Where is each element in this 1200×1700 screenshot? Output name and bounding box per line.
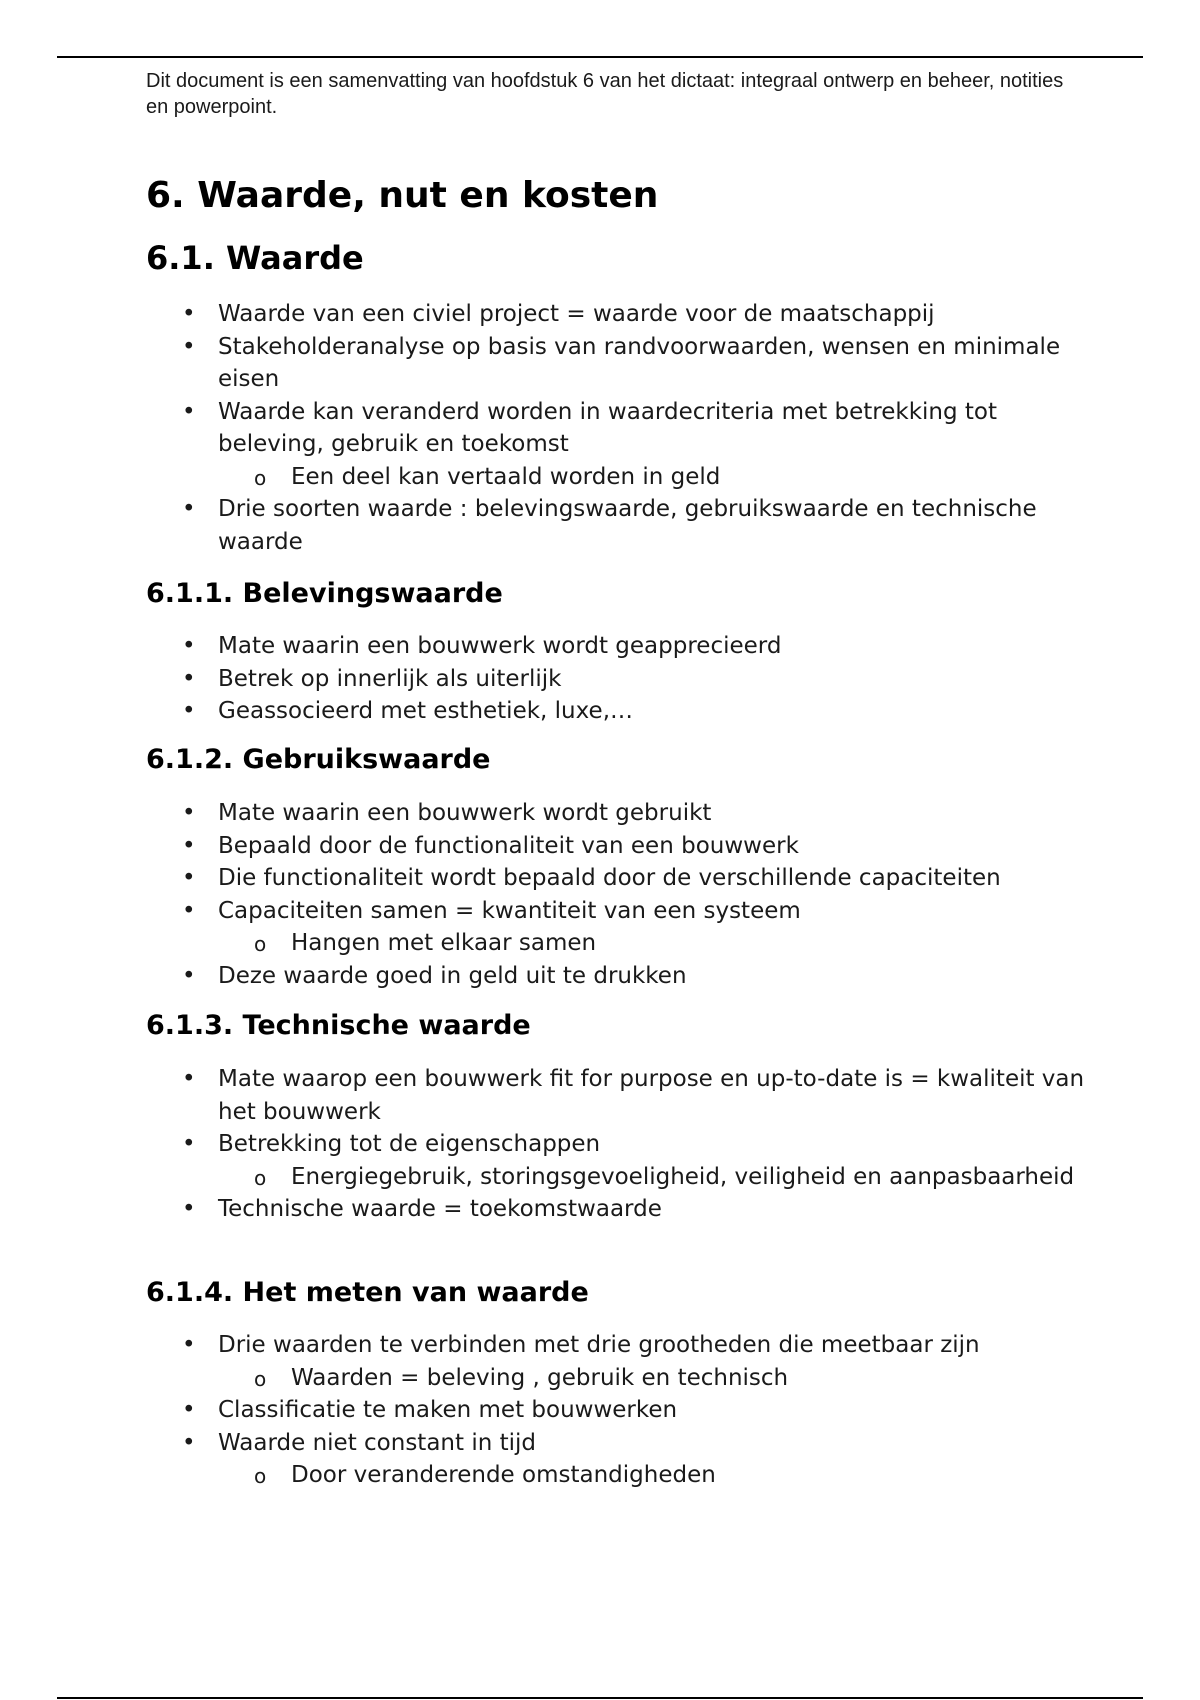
sub-list-item: o Waarden = beleving , gebruik en technisch	[146, 1362, 1086, 1395]
section-title-6-1-3: 6.1.3. Technische waarde	[146, 1010, 531, 1041]
bullet-icon: •	[182, 897, 196, 924]
bullet-icon: •	[182, 301, 196, 327]
bullet-icon: •	[182, 698, 196, 724]
list-item: • Mate waarin een bouwwerk wordt gebruikt	[146, 797, 1086, 830]
chapter-title: 6. Waarde, nut en kosten	[146, 175, 659, 216]
list-item: • Betrekking tot de eigenschappen	[146, 1128, 1086, 1161]
bullet-icon: •	[182, 800, 196, 826]
list-item: • Betrek op innerlijk als uiterlijk	[146, 663, 1086, 696]
bullet-icon: •	[182, 1196, 196, 1222]
bottom-rule	[57, 1697, 1143, 1699]
list-item: • Classificatie te maken met bouwwerken	[146, 1394, 1086, 1427]
list-item: • Waarde van een civiel project = waarde voor de maatschappij	[146, 298, 1086, 331]
sub-list-item: o Hangen met elkaar samen	[146, 927, 1086, 960]
section-title-6-1-1: 6.1.1. Belevingswaarde	[146, 578, 503, 609]
document-body	[146, 68, 1086, 1488]
sub-bullet-icon: o	[254, 1165, 267, 1190]
section-list-6-1-4	[146, 1329, 1086, 1492]
list-item: • Mate waarin een bouwwerk wordt geapprecieerd	[146, 630, 1086, 663]
list-item: • Geassocieerd met esthetiek, luxe,…	[146, 695, 1086, 728]
list-item: • Waarde niet constant in tijd	[146, 1427, 1086, 1460]
list-item: • Drie waarden te verbinden met drie grootheden die meetbaar zijn	[146, 1329, 1086, 1362]
list-item: • Die functionaliteit wordt bepaald door de verschillende capaciteiten	[146, 862, 1086, 895]
bullet-icon: •	[182, 1332, 196, 1358]
sub-bullet-icon: o	[254, 1366, 267, 1391]
list-item: • Capaciteiten samen = kwantiteit van een systeem	[146, 895, 1086, 928]
bullet-icon: •	[182, 333, 196, 360]
bullet-icon: •	[182, 1429, 196, 1456]
sub-bullet-icon: o	[254, 1464, 267, 1488]
section-title-6-1: 6.1. Waarde	[146, 239, 364, 277]
list-item: • Mate waarop een bouwwerk fit for purpose en up-to-date is = kwaliteit van het bouwwerk	[146, 1063, 1086, 1128]
list-item: • Waarde kan veranderd worden in waardecriteria met betrekking tot beleving, gebruik en toekomst	[146, 396, 1086, 461]
bullet-icon: •	[182, 398, 196, 425]
intro-text: Dit document is een samenvatting van hoofdstuk 6 van het dictaat: integraal ontwerp en beheer, notities en powerpoint.	[146, 70, 1064, 118]
bullet-icon: •	[182, 1131, 196, 1157]
list-item: • Stakeholderanalyse op basis van randvoorwaarden, wensen en minimale eisen	[146, 331, 1086, 396]
sub-list-item: o Energiegebruik, storingsgevoeligheid, veiligheid en aanpasbaarheid	[146, 1161, 1086, 1194]
list-item: • Deze waarde goed in geld uit te drukken	[146, 960, 1086, 993]
bullet-icon: •	[182, 633, 196, 659]
sub-list-item: o Door veranderende omstandigheden	[146, 1459, 1086, 1492]
sub-list-item: o Een deel kan vertaald worden in geld	[146, 461, 1086, 494]
bullet-icon: •	[182, 1066, 196, 1092]
top-rule	[57, 56, 1143, 58]
bullet-icon: •	[182, 865, 196, 891]
section-list-6-1	[146, 298, 1086, 558]
list-item: • Technische waarde = toekomstwaarde	[146, 1193, 1086, 1226]
section-list-6-1-3	[146, 1063, 1086, 1226]
bullet-icon: •	[182, 962, 196, 989]
section-list-6-1-1	[146, 630, 1086, 728]
bullet-icon: •	[182, 832, 196, 859]
list-item: • Bepaald door de functionaliteit van een bouwwerk	[146, 830, 1086, 863]
sub-bullet-icon: o	[254, 465, 267, 490]
bullet-icon: •	[182, 665, 196, 692]
section-title-6-1-2: 6.1.2. Gebruikswaarde	[146, 744, 491, 775]
section-list-6-1-2	[146, 797, 1086, 992]
bullet-icon: •	[182, 1397, 196, 1423]
list-item: • Drie soorten waarde : belevingswaarde, gebruikswaarde en technische waarde	[146, 493, 1086, 558]
section-title-6-1-4: 6.1.4. Het meten van waarde	[146, 1277, 589, 1308]
bullet-icon: •	[182, 496, 196, 522]
sub-bullet-icon: o	[254, 932, 267, 956]
